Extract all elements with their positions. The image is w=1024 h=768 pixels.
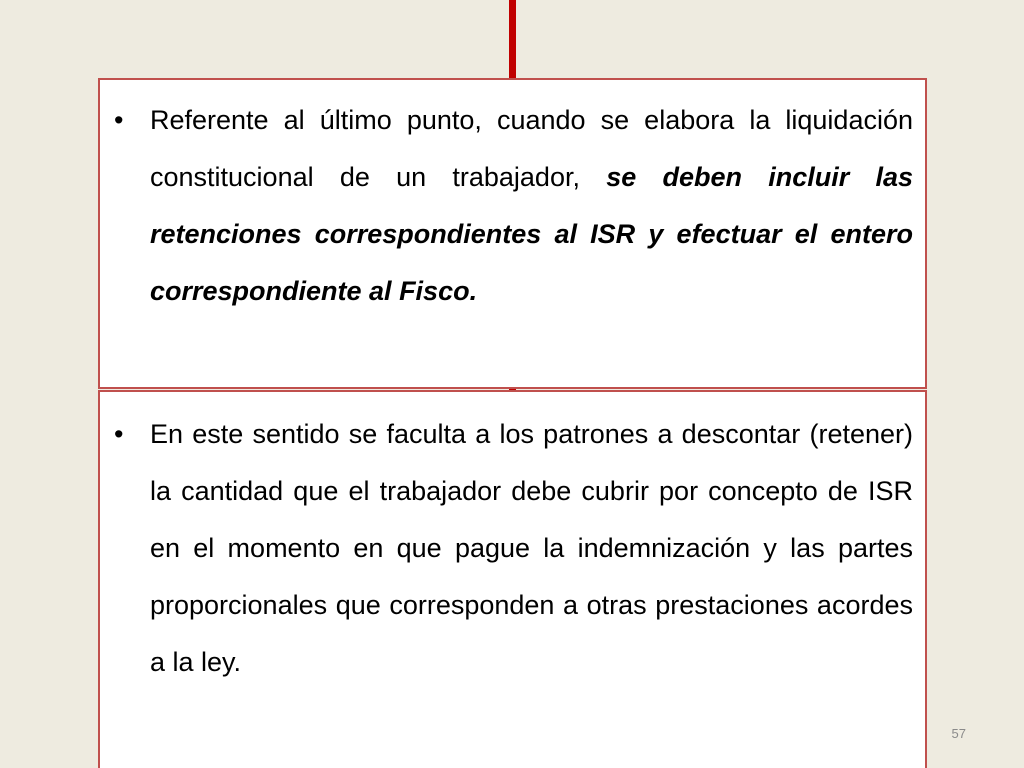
bullet-item-facultad [112,406,913,691]
page-number: 57 [951,726,966,741]
bottom-text-box [98,390,927,768]
bullet-icon: • [114,419,124,449]
top-text-box [98,78,927,389]
top-box-emphasis-text: se deben incluir las retenciones correspondientes al ISR y efectuar el entero correspondiente al Fisco. [150,162,913,306]
bullet-item-retenciones [112,92,913,320]
top-box-text: Referente al último punto, cuando se elabora la liquidación constitucional de un trabajador, [150,105,913,192]
bottom-box-text: En este sentido se faculta a los patrones a descontar (retener) la cantidad que el trabajador debe cubrir por concepto de ISR en el momento en que pague la indemnización y las partes proporcionales que corresponden a otras prestaciones acordes a la ley. [150,419,913,677]
bullet-icon: • [114,105,124,135]
